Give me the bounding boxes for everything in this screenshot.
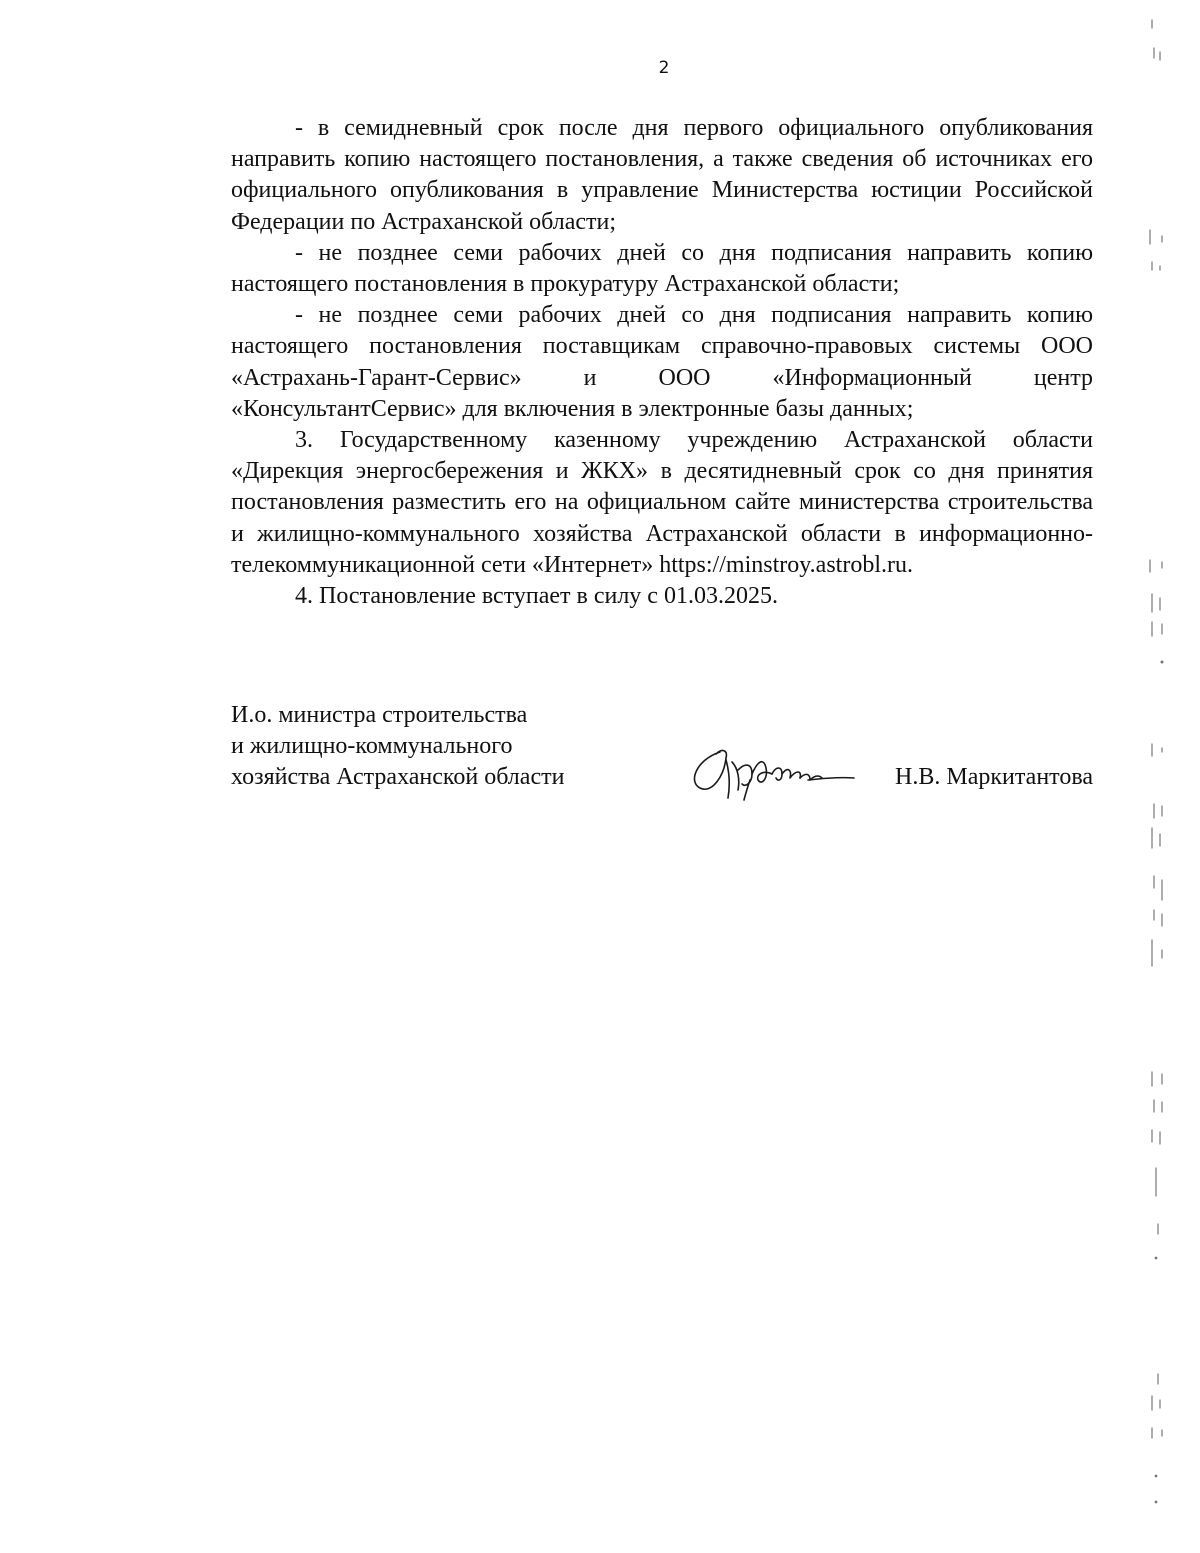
signature-block	[231, 700, 1093, 820]
signer-title-line: и жилищно-коммунального	[231, 733, 513, 759]
signer-title	[231, 700, 564, 793]
paragraph-publication-notice: - в семидневный срок после дня первого официального опубликования направить копию настоящего постановления, а также сведения об источниках его официального опубликования в управление Министерства юстиции Российской Федерации по Астраханской области;	[231, 115, 1093, 235]
paragraph-effective-date: 4. Постановление вступает в силу с 01.03.2025.	[295, 583, 778, 610]
signer-name: Н.В. Маркитантова	[895, 764, 1093, 790]
paragraph-prosecutor-copy: - не позднее семи рабочих дней со дня подписания направить копию настоящего постановления в прокуратуру Астраханской области;	[231, 239, 1093, 298]
document-body	[231, 113, 1093, 612]
signer-title-line: И.о. министра строительства	[231, 702, 528, 728]
paragraph-website-publication: 3. Государственному казенному учреждению Астраханской области «Дирекция энергосбережения и ЖКХ» в десятидневный срок со дня принятия постановления разместить его на официальном сайте министерства строительства и жилищно-коммунального хозяйства Астраханской области в информационно-телекоммуникационной сети «Интернет» https://minstroy.astrobl.ru.	[231, 427, 1093, 578]
signer-title-line: хозяйства Астраханской области	[231, 764, 565, 790]
handwritten-signature	[686, 740, 861, 810]
scan-edge-artifacts	[1140, 0, 1200, 1553]
page-number: 2	[658, 58, 670, 78]
paragraph-legal-systems-copy: - не позднее семи рабочих дней со дня подписания направить копию настоящего постановления поставщикам справочно-правовых системы ООО «Астрахань-Гарант-Сервис» и ООО «Информационный центр «КонсультантСервис» для включения в электронные базы данных;	[231, 302, 1093, 422]
